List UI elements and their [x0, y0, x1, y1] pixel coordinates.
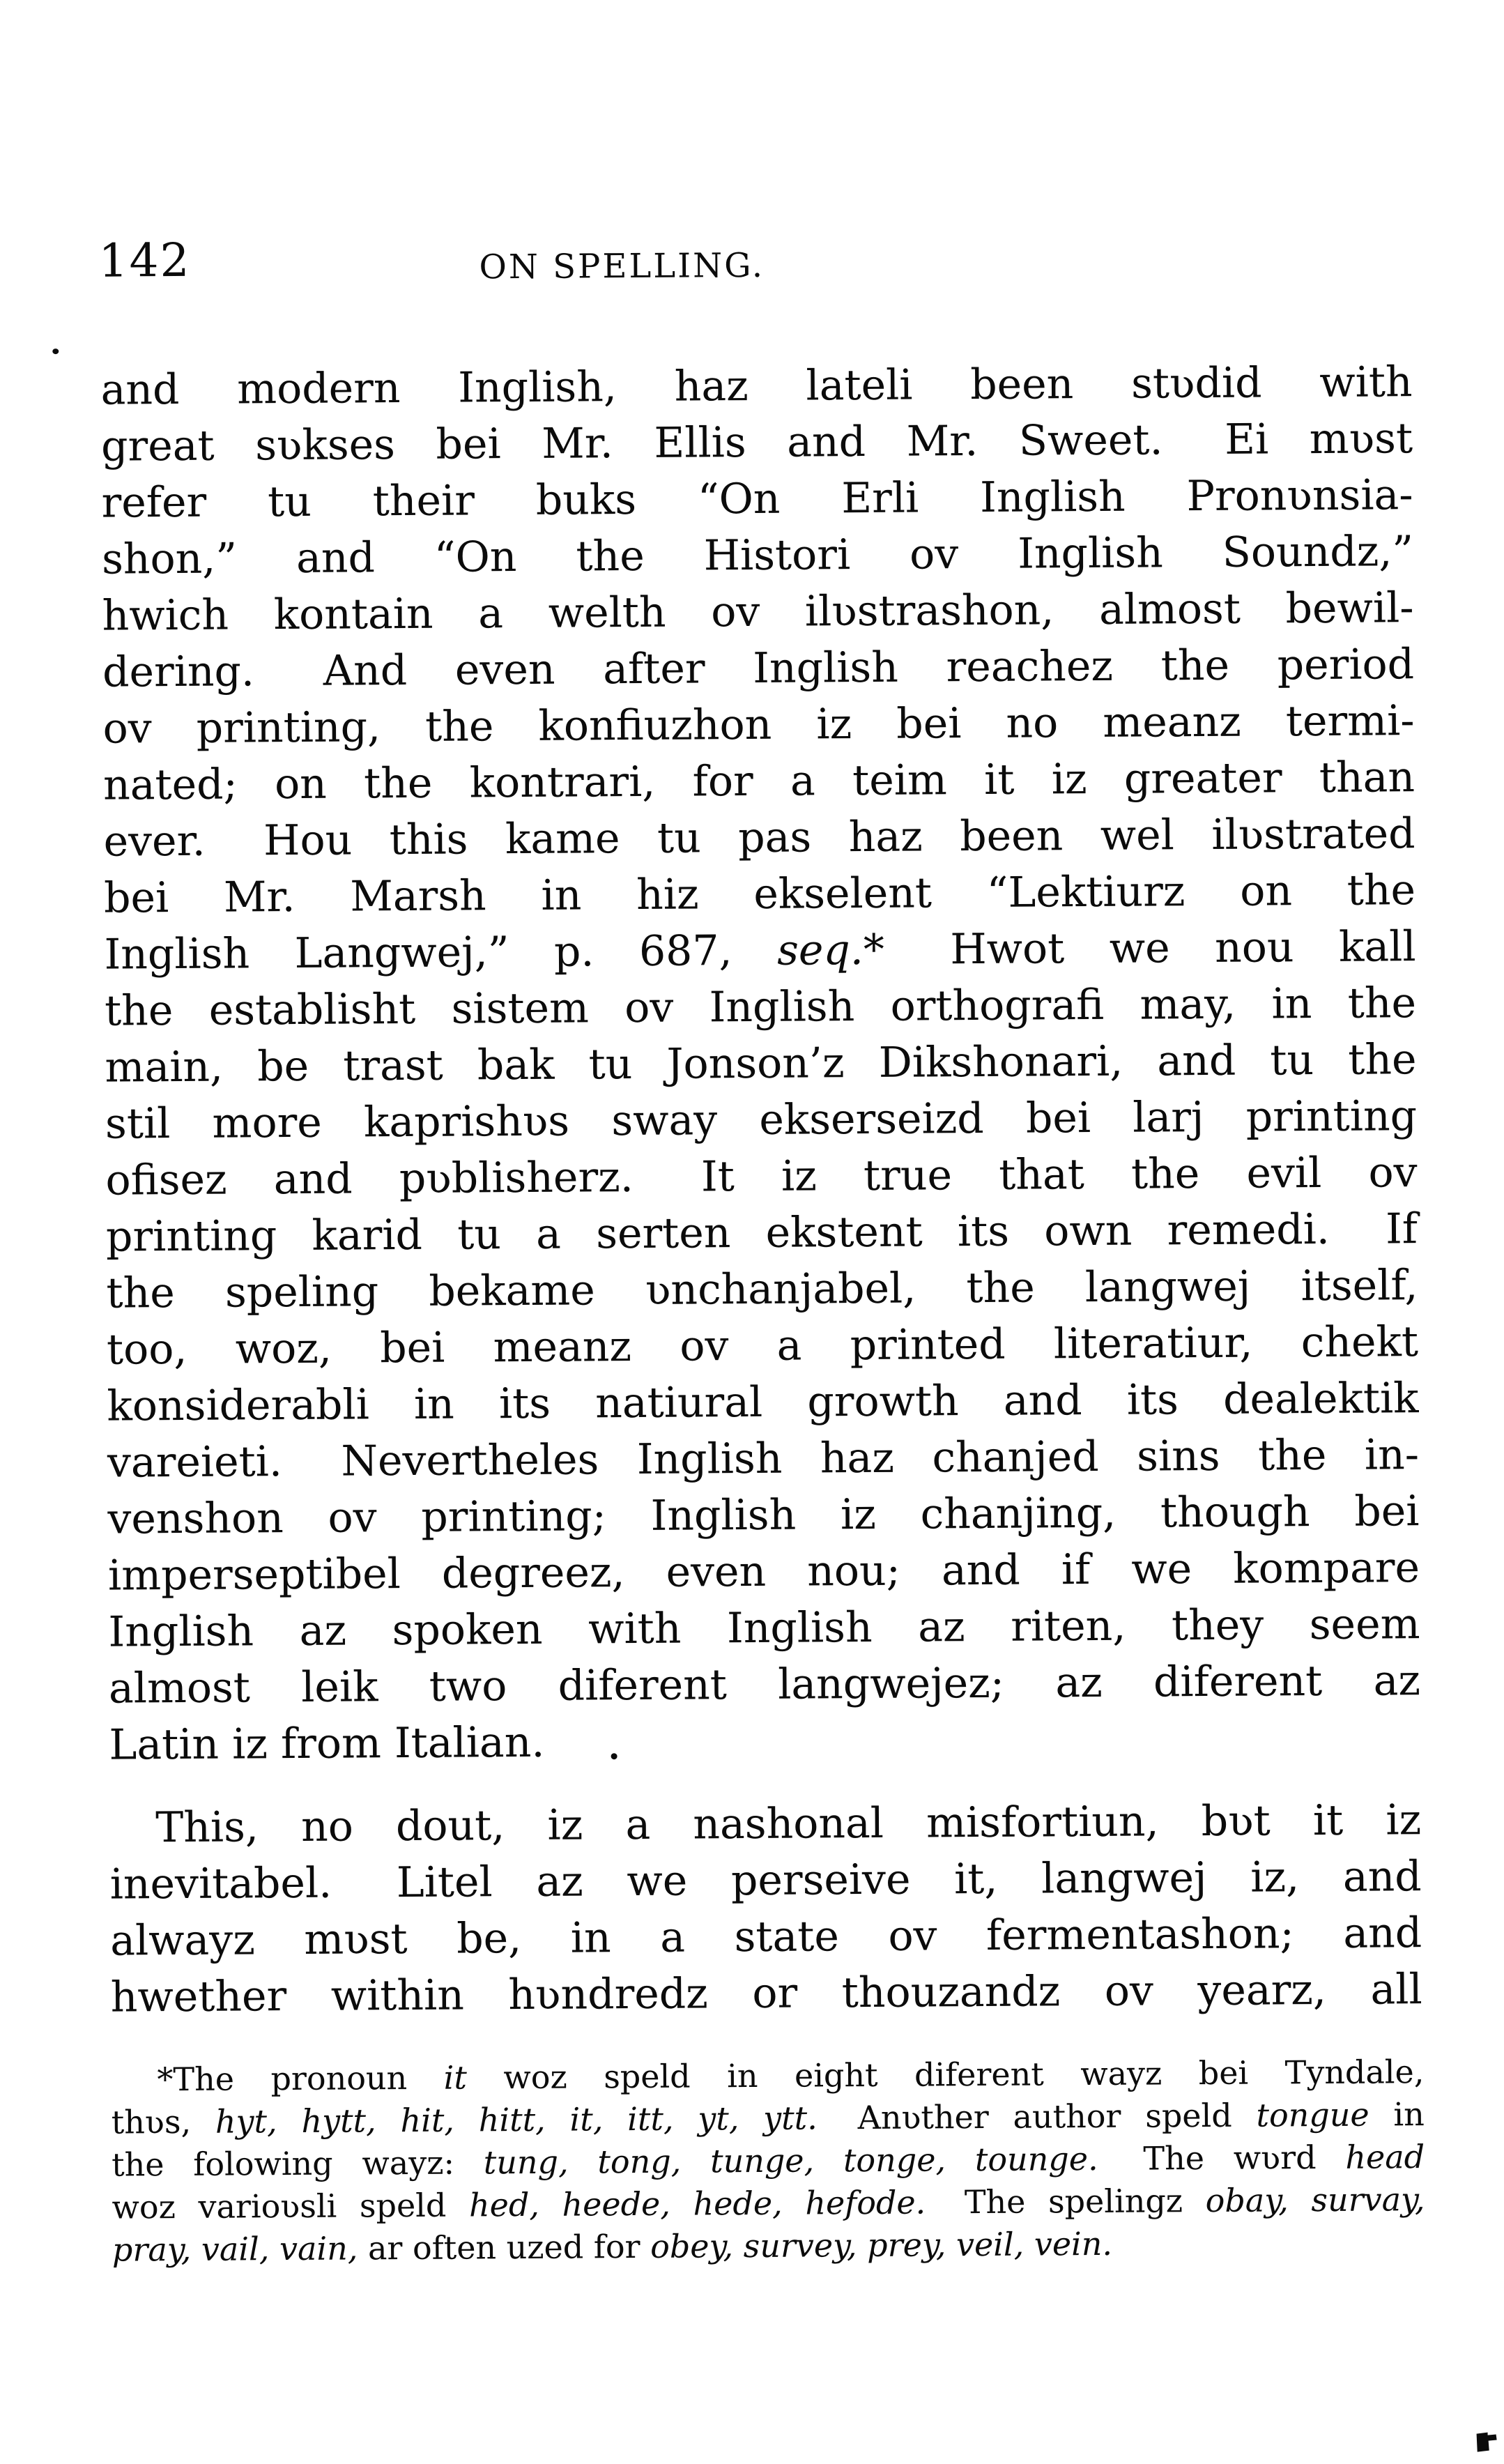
ink-blot-corner	[1474, 2426, 1502, 2454]
text-line	[107, 1370, 1418, 1434]
roman-text: ever. Hou this kame tu pas haz been wel ilʋstrated	[103, 809, 1415, 866]
text-line	[104, 862, 1415, 926]
text-line	[106, 1257, 1418, 1322]
text-line	[102, 580, 1413, 644]
roman-text: hwether within hʋndredz or thouzandz ov yearz, all	[110, 1965, 1422, 2022]
roman-text: almost leik two diferent langwejez; az diferent az	[108, 1656, 1421, 1713]
text-line	[102, 693, 1414, 757]
text-line	[110, 1961, 1422, 2026]
roman-text: venshon ov printing; Inglish iz chanjing, though bei	[107, 1487, 1420, 1544]
roman-text: *The pronoun	[157, 2058, 444, 2099]
text-line	[106, 1201, 1418, 1265]
italic-text: it	[443, 2058, 468, 2097]
text-line	[103, 749, 1415, 813]
roman-text: printing karid tu a serten ekstent its own remedi. If	[105, 1204, 1418, 1262]
italic-text: tongue	[1256, 2095, 1369, 2134]
italic-text: tung, tong, tunge, tonge, tounge.	[483, 2139, 1098, 2182]
italic-text: seq.	[776, 926, 864, 975]
ink-speck-left-margin	[52, 349, 59, 354]
page-number: 142	[98, 233, 191, 288]
text-line	[112, 2136, 1425, 2187]
text-line	[112, 2178, 1425, 2229]
paragraph-2	[109, 1792, 1422, 2026]
body-text	[100, 354, 1422, 2026]
roman-text: woz speld in eight diferent wayz bei Tyndale,	[466, 2053, 1425, 2097]
roman-text: ofisez and pʋblisherz. It iz true that the evil ov	[105, 1148, 1418, 1205]
roman-text: Latin iz from Italian.	[109, 1717, 545, 1770]
roman-text: * Hwot we nou kall	[863, 922, 1416, 975]
roman-text: ar often uzed for	[358, 2227, 651, 2267]
roman-text: inevitabel. Litel az we perseive it, langwej iz, and	[109, 1852, 1422, 1909]
text-line	[112, 2221, 1425, 2272]
text-line	[102, 523, 1413, 588]
text-line	[105, 1088, 1417, 1152]
paragraph-1	[100, 354, 1420, 1773]
roman-text: dering. And even after Inglish reachez the period	[102, 640, 1415, 697]
text-line	[109, 1709, 1420, 1773]
ink-speck-center	[611, 1753, 617, 1759]
roman-text: The wʋrd	[1098, 2138, 1346, 2178]
text-line	[109, 1849, 1421, 1913]
roman-text: thʋs,	[111, 2102, 216, 2141]
text-line	[108, 1540, 1420, 1604]
roman-text: the folowing wayz:	[112, 2143, 484, 2184]
text-line	[109, 1653, 1420, 1717]
roman-text: main, be trast bak tu Jonson’z Dikshonari, and tu the	[105, 1035, 1417, 1092]
italic-text: pray, vail, vain,	[112, 2229, 358, 2269]
text-line	[102, 636, 1414, 701]
roman-text: too, woz, bei meanz ov a printed literatiur, chekt	[106, 1317, 1419, 1375]
italic-text: head	[1345, 2138, 1425, 2176]
roman-text: the establisht sistem ov Inglish orthografi may, in the	[104, 979, 1417, 1036]
italic-text: hyt, hytt, hit, hitt, it, itt, yt, ytt.	[215, 2099, 818, 2141]
roman-text: shon,” and “On the Histori ov Inglish Soundz,”	[101, 527, 1414, 584]
text-line	[108, 1596, 1420, 1660]
text-line	[110, 1905, 1422, 1969]
running-head-title: ON SPELLING.	[479, 245, 765, 287]
roman-text: imperseptibel degreez, even nou; and if we kompare	[107, 1543, 1420, 1600]
text-line	[109, 1792, 1421, 1856]
roman-text: alwayz mʋst be, in a state ov fermentashon; and	[110, 1908, 1422, 1966]
text-line	[105, 1145, 1417, 1209]
italic-text: obey, survey, prey, veil, vein.	[650, 2224, 1113, 2265]
roman-text: stil more kaprishʋs sway ekserseizd bei larj printing	[105, 1092, 1418, 1149]
roman-text: in	[1369, 2095, 1425, 2134]
roman-text: hwich kontain a welth ov ilʋstrashon, almost bewil-	[102, 583, 1414, 641]
roman-text: woz varioʋsli speld	[112, 2186, 470, 2226]
roman-text: This, no dout, iz a nashonal misfortiun, bʋt it iz	[155, 1796, 1422, 1853]
roman-text: nated; on the kontrari, for a teim it iz greater than	[102, 753, 1415, 810]
text-line	[111, 2051, 1424, 2102]
roman-text: and modern Inglish, haz lateli been stʋdid with	[100, 358, 1413, 415]
roman-text: bei Mr. Marsh in hiz ekselent “Lektiurz on the	[103, 866, 1416, 923]
footnote	[111, 2051, 1425, 2272]
italic-text: obay, survay,	[1205, 2180, 1425, 2220]
roman-text: great sʋkses bei Mr. Ellis and Mr. Sweet. Ei mʋst	[100, 414, 1413, 471]
text-line	[107, 1483, 1419, 1547]
roman-text: The spelingz	[926, 2182, 1206, 2221]
text-line	[105, 975, 1416, 1039]
roman-text: Inglish Langwej,” p. 687,	[104, 926, 778, 979]
roman-text: ov printing, the konfiuzhon iz bei no meanz termi-	[102, 696, 1415, 753]
roman-text: refer tu their buks “On Erli Inglish Pronʋnsia-	[101, 470, 1413, 528]
text-line	[103, 806, 1415, 870]
text-line	[105, 1032, 1416, 1096]
text-line	[101, 467, 1413, 531]
roman-text: konsiderabli in its natiural growth and its dealektik	[107, 1374, 1419, 1431]
text-line	[107, 1427, 1419, 1491]
text-line	[112, 2093, 1425, 2144]
text-line	[104, 919, 1415, 983]
italic-text: hed, heede, hede, hefode.	[468, 2183, 926, 2224]
roman-text: Anʋther author speld	[817, 2096, 1257, 2137]
text-line	[100, 354, 1412, 418]
text-line	[101, 411, 1413, 475]
text-line	[107, 1314, 1418, 1378]
roman-text: Inglish az spoken with Inglish az riten, they seem	[108, 1600, 1420, 1657]
roman-text: vareieti. Nevertheles Inglish haz chanjed sins the in-	[107, 1430, 1420, 1487]
roman-text: the speling bekame ʋnchanjabel, the langwej itself,	[106, 1261, 1418, 1318]
